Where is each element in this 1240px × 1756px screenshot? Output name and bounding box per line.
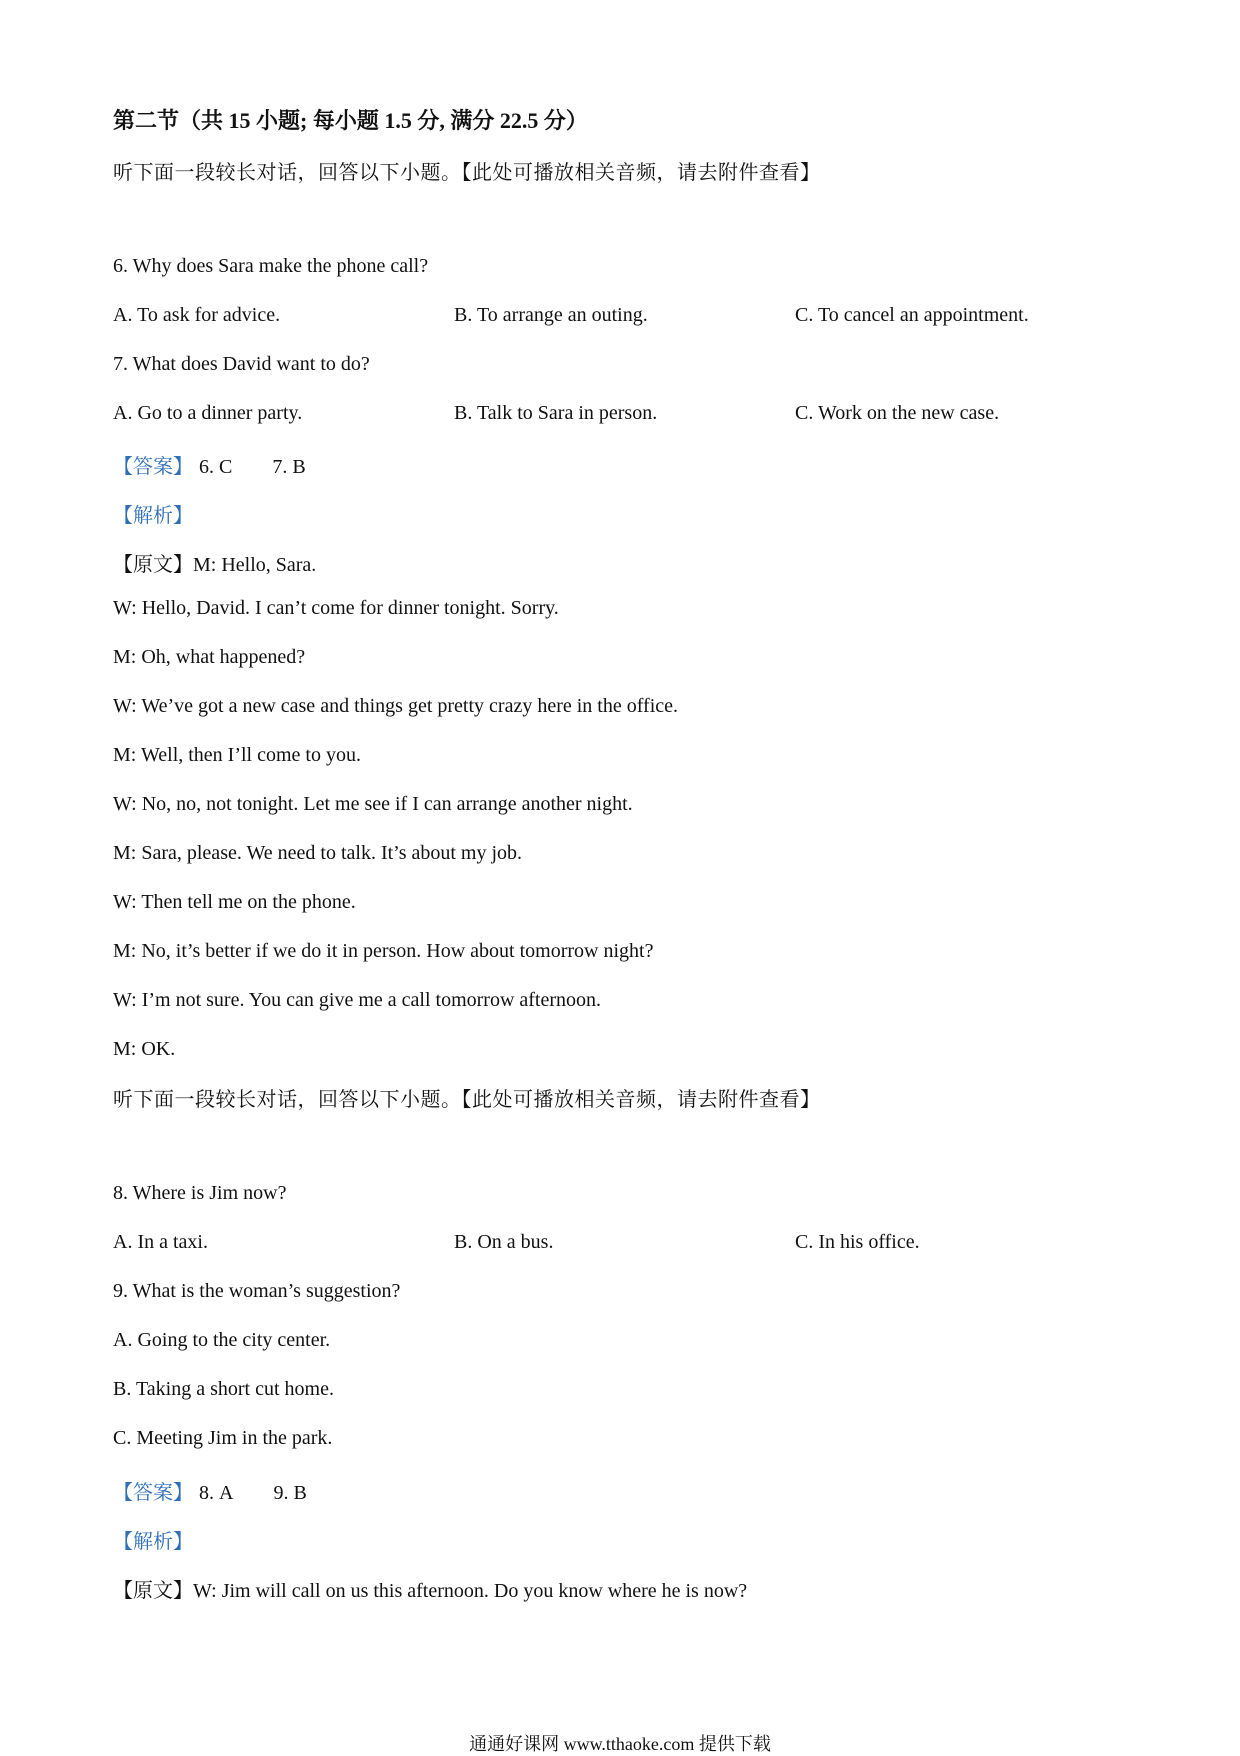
question-6-option-c: C. To cancel an appointment.: [795, 304, 1029, 326]
question-8-option-a: A. In a taxi.: [113, 1231, 208, 1253]
question-7-stem: 7. What does David want to do?: [113, 353, 370, 375]
answer-line-2: [113, 1476, 307, 1505]
question-6-stem: 6. Why does Sara make the phone call?: [113, 255, 429, 277]
transcript-line-10: W: I’m not sure. You can give me a call tomorrow afternoon.: [113, 989, 602, 1011]
transcript-text: M: Hello, Sara.: [193, 554, 317, 576]
transcript-text: W: Jim will call on us this afternoon. Do you know where he is now?: [193, 1580, 748, 1602]
answer-8: 8. A: [199, 1482, 234, 1504]
question-8-option-c: C. In his office.: [795, 1231, 920, 1253]
answer-6: 6. C: [199, 456, 233, 478]
answer-line-1: [113, 450, 306, 479]
transcript-line-8: W: Then tell me on the phone.: [113, 891, 356, 913]
page-footer: 通通好课网 www.tthaoke.com 提供下载: [469, 1734, 771, 1754]
answer-7: 7. B: [272, 456, 306, 478]
transcript-tag: 【原文】: [113, 554, 193, 576]
transcript-line-11: M: OK.: [113, 1038, 176, 1060]
group-2-instruction: 听下面一段较长对话，回答以下小题。【此处可播放相关音频，请去附件查看】: [113, 1089, 821, 1111]
question-8-stem: 8. Where is Jim now?: [113, 1182, 287, 1204]
transcript-2-line-1: [113, 1574, 747, 1603]
transcript-line-9: M: No, it’s better if we do it in person. How about tomorrow night?: [113, 940, 654, 962]
question-7-option-c: C. Work on the new case.: [795, 402, 1000, 424]
transcript-line-1: [113, 548, 316, 577]
section-instruction: 听下面一段较长对话，回答以下小题。【此处可播放相关音频，请去附件查看】: [113, 162, 821, 184]
question-6-option-b: B. To arrange an outing.: [454, 304, 648, 326]
answer-9: 9. B: [273, 1482, 307, 1504]
question-7-option-a: A. Go to a dinner party.: [113, 402, 303, 424]
question-9-option-c: C. Meeting Jim in the park.: [113, 1427, 333, 1449]
transcript-tag: 【原文】: [113, 1580, 193, 1602]
question-6-option-a: A. To ask for advice.: [113, 304, 281, 326]
question-9-stem: 9. What is the woman’s suggestion?: [113, 1280, 401, 1302]
transcript-line-6: W: No, no, not tonight. Let me see if I can arrange another night.: [113, 793, 633, 815]
transcript-line-3: M: Oh, what happened?: [113, 646, 306, 668]
transcript-line-4: W: We’ve got a new case and things get pretty crazy here in the office.: [113, 695, 679, 717]
analysis-tag-2: 【解析】: [113, 1531, 193, 1553]
answer-tag: 【答案】: [113, 1482, 193, 1504]
question-7-option-b: B. Talk to Sara in person.: [454, 402, 658, 424]
transcript-line-5: M: Well, then I’ll come to you.: [113, 744, 361, 766]
question-8-option-b: B. On a bus.: [454, 1231, 554, 1253]
transcript-line-2: W: Hello, David. I can’t come for dinner tonight. Sorry.: [113, 597, 559, 619]
question-9-option-b: B. Taking a short cut home.: [113, 1378, 334, 1400]
section-title: 第二节（共 15 小题; 每小题 1.5 分, 满分 22.5 分）: [113, 108, 588, 133]
analysis-tag-1: 【解析】: [113, 505, 193, 527]
transcript-line-7: M: Sara, please. We need to talk. It’s about my job.: [113, 842, 523, 864]
answer-tag: 【答案】: [113, 456, 193, 478]
question-9-option-a: A. Going to the city center.: [113, 1329, 331, 1351]
